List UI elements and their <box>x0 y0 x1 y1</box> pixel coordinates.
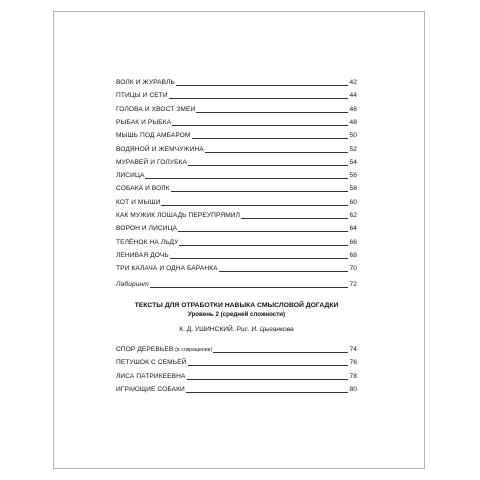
dotted-leader <box>150 287 349 288</box>
toc-page-number: 48 <box>349 118 357 126</box>
toc-title: ВОРОН И ЛИСИЦА <box>116 225 178 233</box>
dotted-leader <box>186 392 349 393</box>
dotted-leader <box>176 85 348 86</box>
toc-page-number: 60 <box>349 198 357 206</box>
toc-page-number: 68 <box>349 251 357 259</box>
toc-page-number: 74 <box>349 346 357 353</box>
toc-page-number: 80 <box>349 385 357 393</box>
dotted-leader <box>205 152 349 153</box>
dotted-leader <box>196 112 348 113</box>
toc-title: Лабиринт <box>116 280 149 288</box>
toc-row[interactable] <box>116 114 357 127</box>
dotted-leader <box>169 98 349 99</box>
toc-page-number: 42 <box>349 79 357 86</box>
section-subheading: Уровень 2 (средней сложности) <box>187 311 286 318</box>
toc-title: ПЕТУШОК С СЕМЬЁЙ <box>116 359 187 367</box>
toc-title: ВОЛК И ЖУРАВЛЬ <box>116 79 175 86</box>
toc-row[interactable] <box>116 220 357 233</box>
dotted-leader <box>171 191 349 192</box>
dotted-leader <box>170 258 349 259</box>
toc-row[interactable] <box>116 180 357 193</box>
toc-title: ИГРАЮЩИЕ СОБАКИ <box>116 385 185 393</box>
dotted-leader <box>241 218 348 219</box>
toc-page-number: 56 <box>349 172 357 180</box>
toc-page-number: 66 <box>349 238 357 246</box>
toc-title: ГОЛОВА И ХВОСТ ЗМЕИ <box>116 105 196 113</box>
toc-row[interactable] <box>116 260 357 273</box>
dotted-leader <box>188 165 348 166</box>
toc-row[interactable] <box>116 141 357 154</box>
toc-title: КАК МУЖИК ЛОШАДЬ ПЕРЕУПРЯМИЛ <box>116 212 241 219</box>
dotted-leader <box>179 245 348 246</box>
dotted-leader <box>188 365 349 366</box>
toc-title: ЛИСА ПАТРИКЕЕВНА <box>116 372 186 380</box>
toc-title: КОТ И МЫШИ <box>116 198 161 206</box>
toc-row[interactable] <box>116 247 357 260</box>
toc-page-number: 70 <box>349 265 357 273</box>
toc-row[interactable] <box>116 368 357 381</box>
toc-row[interactable] <box>116 101 357 114</box>
toc-page-number: 78 <box>349 372 357 380</box>
dotted-leader <box>145 178 348 179</box>
toc-title: ТЕЛЁНОК НА ЛЬДУ <box>116 238 179 246</box>
toc-row[interactable] <box>116 354 357 367</box>
section-heading: ТЕКСТЫ ДЛЯ ОТРАБОТКИ НАВЫКА СМЫСЛОВОЙ ДОГАДКИ <box>134 302 339 309</box>
toc-page-number: 58 <box>349 185 357 193</box>
toc-title: ЛЕНИВАЯ ДОЧЬ <box>116 251 169 259</box>
toc-row-labyrinth[interactable] <box>116 276 357 289</box>
toc-title: МЫШЬ ПОД АМБАРОМ <box>116 132 191 140</box>
toc-row[interactable] <box>116 87 357 100</box>
dotted-leader <box>161 205 348 206</box>
toc-row[interactable] <box>116 167 357 180</box>
toc-title: РЫБАК И РЫБКА <box>116 118 172 126</box>
toc-row[interactable] <box>116 194 357 207</box>
toc-row[interactable] <box>116 341 357 354</box>
illustrator-name: Рис. И. Цыганкова <box>236 326 294 333</box>
dotted-leader <box>172 125 348 126</box>
dotted-leader <box>192 138 349 139</box>
toc-title: ПТИЦЫ И СЕТИ <box>116 92 168 100</box>
toc-row[interactable] <box>116 207 357 220</box>
dotted-leader <box>178 231 348 232</box>
author-name: К. Д. УШИНСКИЙ. <box>179 326 235 333</box>
toc-page-number: 50 <box>349 132 357 140</box>
toc-page-number: 54 <box>349 158 357 166</box>
toc-title: СПОР ДЕРЕВЬЕВ (в сокращении) <box>116 346 213 353</box>
toc-row[interactable] <box>116 127 357 140</box>
toc-page-number: 76 <box>349 359 357 367</box>
toc-page-number: 52 <box>349 145 357 153</box>
author-line <box>116 326 357 334</box>
toc-row[interactable] <box>116 154 357 167</box>
toc-page-number: 44 <box>349 92 357 100</box>
toc-title: СОБАКА И ВОЛК <box>116 185 170 193</box>
toc-title: ТРИ КАЛАЧА И ОДНА БАРАНКА <box>116 265 218 273</box>
dotted-leader <box>219 271 349 272</box>
toc-title: ВОДЯНОЙ И ЖЕМЧУЖИНА <box>116 145 204 153</box>
dotted-leader <box>213 352 348 353</box>
toc-page-number: 64 <box>349 225 357 233</box>
dotted-leader <box>187 379 349 380</box>
toc-page-number: 46 <box>349 105 357 113</box>
toc-page-number: 62 <box>349 212 357 219</box>
toc-row[interactable] <box>116 74 357 87</box>
toc-row[interactable] <box>116 234 357 247</box>
toc-row[interactable] <box>116 381 357 394</box>
toc-note: (в сокращении) <box>175 347 213 353</box>
toc-title: ЛИСИЦА <box>116 172 145 180</box>
toc-title: МУРАВЕЙ И ГОЛУБКА <box>116 158 188 166</box>
toc-page-number: 72 <box>349 280 357 288</box>
